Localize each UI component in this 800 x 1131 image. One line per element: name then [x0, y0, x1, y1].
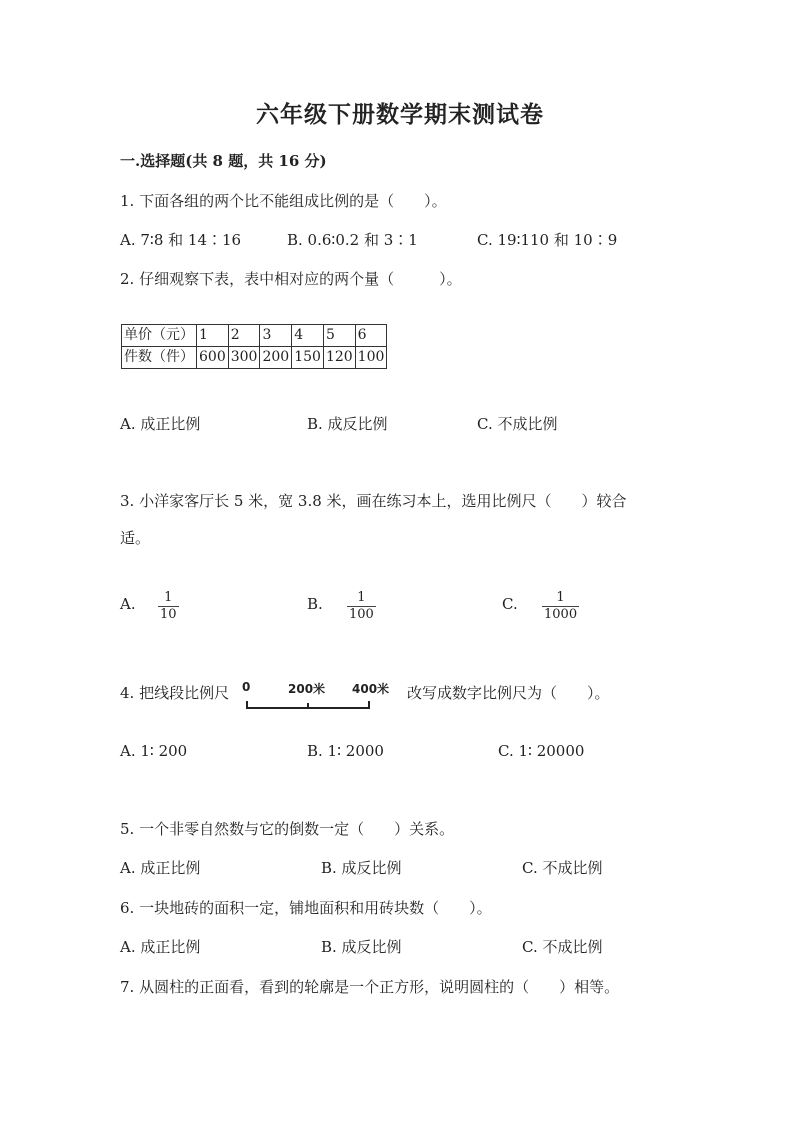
- scale-label: 0: [242, 680, 251, 694]
- q4-option-a: A. 1∶ 200: [120, 742, 188, 760]
- table-cell: 120: [323, 347, 355, 369]
- q5-option-c: C. 不成比例: [522, 859, 603, 877]
- question-3-line-2: 适。: [120, 529, 151, 547]
- q3-option-a-label: A.: [120, 595, 136, 613]
- q3-option-b-fraction: [347, 590, 376, 623]
- fraction-denominator: 100: [349, 607, 374, 622]
- fraction-numerator: 1: [556, 590, 565, 605]
- q1-option-c: C. 19∶110 和 10∶9: [477, 231, 618, 249]
- table-cell: 1: [197, 325, 229, 347]
- table-cell: 单价（元）: [122, 325, 197, 347]
- table-cell: 2: [228, 325, 260, 347]
- table-row: [122, 347, 387, 369]
- fraction-numerator: 1: [357, 590, 366, 605]
- table-cell: 6: [355, 325, 387, 347]
- page-title: 六年级下册数学期末测试卷: [256, 101, 544, 128]
- q3-option-b-label: B.: [307, 595, 323, 613]
- q3-option-c-fraction: [542, 590, 579, 623]
- q2-option-b: B. 成反比例: [307, 415, 388, 433]
- q1-option-a: A. 7∶8 和 14∶16: [120, 231, 242, 249]
- fraction-numerator: 1: [164, 590, 173, 605]
- table-cell: 件数（件）: [122, 347, 197, 369]
- q2-option-c: C. 不成比例: [477, 415, 558, 433]
- table-row: [122, 325, 387, 347]
- question-1: 1. 下面各组的两个比不能组成比例的是（ ）。: [120, 192, 447, 210]
- table-cell: 5: [323, 325, 355, 347]
- q1-option-b: B. 0.6∶0.2 和 3∶1: [287, 231, 418, 249]
- q3-option-c-label: C.: [502, 595, 518, 613]
- q5-option-b: B. 成反比例: [321, 859, 402, 877]
- q2-option-a: A. 成正比例: [120, 415, 201, 433]
- question-4-text-after: 改写成数字比例尺为（ ）。: [407, 684, 610, 702]
- fraction-denominator: 1000: [544, 607, 578, 622]
- price-quantity-table: [121, 324, 387, 369]
- q6-option-a: A. 成正比例: [120, 938, 201, 956]
- table-cell: 100: [355, 347, 387, 369]
- scale-label: 200米: [288, 682, 326, 696]
- table-cell: 200: [260, 347, 292, 369]
- question-4-text-before: 4. 把线段比例尺: [120, 684, 230, 702]
- table-cell: 300: [228, 347, 260, 369]
- q3-option-a-fraction: [158, 590, 179, 623]
- question-7: 7. 从圆柱的正面看，看到的轮廓是一个正方形，说明圆柱的（ ）相等。: [120, 978, 620, 996]
- table-cell: 150: [292, 347, 324, 369]
- scale-bar-icon: [242, 698, 374, 712]
- table-cell: 600: [197, 347, 229, 369]
- scale-label: 400米: [352, 682, 390, 696]
- question-5: 5. 一个非零自然数与它的倒数一定（ ）关系。: [120, 820, 455, 838]
- q4-option-c: C. 1∶ 20000: [498, 742, 585, 760]
- question-3-line-1: 3. 小洋家客厅长 5 米，宽 3.8 米，画在练习本上，选用比例尺（ ）较合: [120, 492, 627, 510]
- question-6: 6. 一块地砖的面积一定，铺地面积和用砖块数（ ）。: [120, 899, 492, 917]
- q5-option-a: A. 成正比例: [120, 859, 201, 877]
- section-heading: 一.选择题(共 8 题，共 16 分): [120, 152, 327, 170]
- q6-option-b: B. 成反比例: [321, 938, 402, 956]
- question-2: 2. 仔细观察下表，表中相对应的两个量（ ）。: [120, 270, 462, 288]
- q6-option-c: C. 不成比例: [522, 938, 603, 956]
- table-cell: 4: [292, 325, 324, 347]
- table-cell: 3: [260, 325, 292, 347]
- q4-option-b: B. 1∶ 2000: [307, 742, 384, 760]
- line-segment-scale: [242, 680, 390, 714]
- fraction-denominator: 10: [160, 607, 177, 622]
